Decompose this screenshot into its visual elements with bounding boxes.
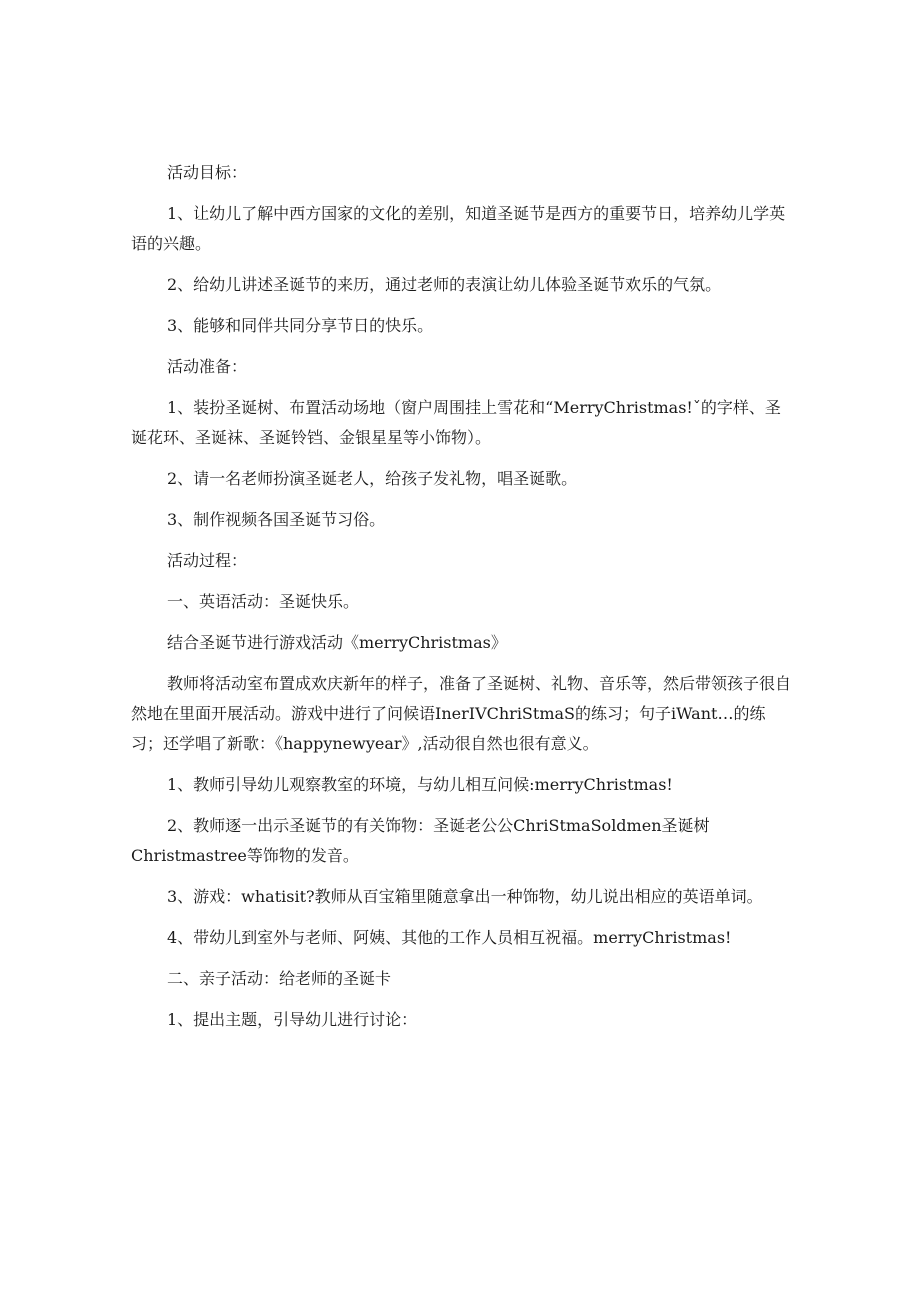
process-part-1-heading: 一、英语活动：圣诞快乐。 (167, 592, 360, 611)
goal-item-1: 1、让幼儿了解中西方国家的文化的差别，知道圣诞节是西方的重要节日，培养幼儿学英语的兴趣。 (131, 204, 786, 253)
process-part-2-heading: 二、亲子活动：给老师的圣诞卡 (167, 969, 392, 988)
process-part-2-step-1: 1、提出主题，引导幼儿进行讨论： (167, 1010, 418, 1029)
document-body (131, 158, 791, 1046)
process-description: 教师将活动室布置成欢庆新年的样子，准备了圣诞树、礼物、音乐等，然后带领孩子很自然地在里面开展活动。游戏中进行了问候语InerIVChriStmaS的练习；句子iWant…的练习；还学唱了新歌：《happynewyear》,活动很自然也很有意义。 (131, 674, 792, 753)
section-heading-process: 活动过程： (167, 551, 248, 570)
process-step-3: 3、游戏：whatisit?教师从百宝箱里随意拿出一种饰物，幼儿说出相应的英语单词。 (167, 887, 763, 906)
preparation-item-1: 1、装扮圣诞树、布置活动场地（窗户周围挂上雪花和“MerryChristmas!ˇ的字样、圣诞花环、圣诞袜、圣诞铃铛、金银星星等小饰物）。 (131, 398, 781, 447)
process-step-2: 2、教师逐一出示圣诞节的有关饰物：圣诞老公公ChriStmaSoldmen圣诞树Christmastree等饰物的发音。 (131, 816, 710, 865)
section-heading-goals: 活动目标： (167, 163, 248, 182)
section-heading-preparation: 活动准备： (167, 357, 248, 376)
goal-item-3: 3、能够和同伴共同分享节日的快乐。 (167, 316, 434, 335)
goal-item-2: 2、给幼儿讲述圣诞节的来历，通过老师的表演让幼儿体验圣诞节欢乐的气氛。 (167, 275, 722, 294)
preparation-item-3: 3、制作视频各国圣诞节习俗。 (167, 510, 386, 529)
process-step-1: 1、教师引导幼儿观察教室的环境，与幼儿相互问候:merryChristmas! (167, 775, 673, 794)
preparation-item-2: 2、请一名老师扮演圣诞老人，给孩子发礼物，唱圣诞歌。 (167, 469, 578, 488)
process-game-intro: 结合圣诞节进行游戏活动《merryChristmas》 (167, 633, 507, 652)
process-step-4: 4、带幼儿到室外与老师、阿姨、其他的工作人员相互祝福。merryChristmas! (167, 928, 732, 947)
